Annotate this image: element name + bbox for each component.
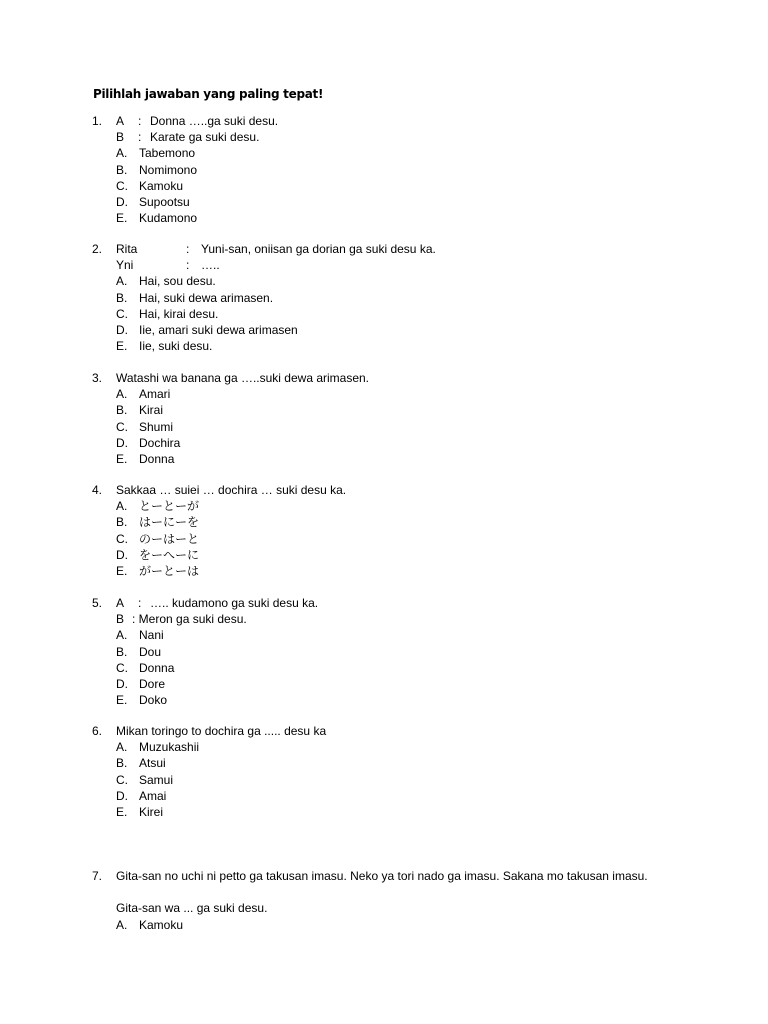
option-text: Donna xyxy=(139,660,175,675)
instruction-title: Pilihlah jawaban yang paling tepat! xyxy=(93,87,324,101)
option-text: Iie, amari suki dewa arimasen xyxy=(139,322,298,337)
option-letter: E. xyxy=(116,211,128,226)
colon: : xyxy=(138,130,142,145)
option-text: がーとーは xyxy=(139,563,200,578)
speaker: B xyxy=(116,612,125,627)
question-number: 1. xyxy=(92,114,103,128)
option-text: Kamoku xyxy=(139,917,184,932)
question-number: 2. xyxy=(92,242,103,256)
question-number: 3. xyxy=(92,371,103,385)
option-letter: B. xyxy=(116,162,128,177)
option-letter: D. xyxy=(116,547,128,562)
option-text: Kamoku xyxy=(139,178,184,193)
option-text: とーとーが xyxy=(139,499,200,514)
option-letter: B. xyxy=(116,515,128,530)
option-text: Atsui xyxy=(139,756,166,771)
option-text: Hai, suki dewa arimasen. xyxy=(139,290,274,305)
dialog-text: Karate ga suki desu. xyxy=(150,130,260,145)
option-text: Shumi xyxy=(139,419,174,434)
option-text: をーへーに xyxy=(139,547,200,562)
option-letter: C. xyxy=(116,772,128,787)
option-letter: A. xyxy=(116,628,128,643)
option-letter: E. xyxy=(116,563,128,578)
dialog-text: Donna …..ga suki desu. xyxy=(150,114,279,128)
option-letter: D. xyxy=(116,788,128,803)
option-text: Iie, suki desu. xyxy=(139,339,213,354)
speaker: B xyxy=(116,130,125,145)
dialog-text: Yuni-san, oniisan ga dorian ga suki desu ka. xyxy=(201,242,436,256)
question-number: 7. xyxy=(92,869,103,883)
option-text: Hai, sou desu. xyxy=(139,274,216,289)
option-text: Dore xyxy=(139,676,166,691)
option-text: Muzukashii xyxy=(139,740,200,755)
option-letter: D. xyxy=(116,676,128,691)
option-text: Dou xyxy=(139,644,162,659)
option-letter: D. xyxy=(116,194,128,209)
option-text: Hai, kirai desu. xyxy=(139,306,219,321)
option-letter: C. xyxy=(116,306,128,321)
option-letter: B. xyxy=(116,290,128,305)
dialog-text: ….. kudamono ga suki desu ka. xyxy=(150,596,319,610)
question-number: 6. xyxy=(92,724,103,738)
dialog-text: : Meron ga suki desu. xyxy=(132,612,247,627)
speaker: A xyxy=(116,114,125,128)
option-letter: C. xyxy=(116,419,128,434)
option-text: Kirai xyxy=(139,403,164,418)
option-text: Tabemono xyxy=(139,146,196,161)
option-letter: A. xyxy=(116,917,128,932)
option-text: Amai xyxy=(139,788,167,803)
option-letter: C. xyxy=(116,660,128,675)
option-text: Nani xyxy=(139,628,164,643)
colon: : xyxy=(138,114,142,128)
option-letter: E. xyxy=(116,451,128,466)
option-text: Donna xyxy=(139,451,175,466)
option-text: Nomimono xyxy=(139,162,198,177)
option-letter: B. xyxy=(116,644,128,659)
option-text: はーにーを xyxy=(139,515,200,530)
speaker: A xyxy=(116,596,125,610)
option-letter: D. xyxy=(116,322,128,337)
option-text: Doko xyxy=(139,693,168,708)
option-letter: A. xyxy=(116,499,128,514)
colon: : xyxy=(186,258,190,273)
dialog-text: ….. xyxy=(201,258,220,273)
speaker: Rita xyxy=(116,242,138,256)
option-text: Dochira xyxy=(139,435,181,450)
question-stem: Watashi wa banana ga …..suki dewa arimasen. xyxy=(116,371,370,385)
option-letter: A. xyxy=(116,274,128,289)
option-letter: C. xyxy=(116,178,128,193)
option-letter: C. xyxy=(116,531,128,546)
question-number: 4. xyxy=(92,483,103,497)
colon: : xyxy=(138,596,142,610)
option-letter: D. xyxy=(116,435,128,450)
question-stem-2: Gita-san wa ... ga suki desu. xyxy=(116,901,268,916)
option-text: Kirei xyxy=(139,804,164,819)
option-text: Amari xyxy=(139,387,171,402)
colon: : xyxy=(186,242,190,256)
question-stem: Sakkaa … suiei … dochira … suki desu ka. xyxy=(116,483,347,497)
option-text: Supootsu xyxy=(139,194,190,209)
question-stem: Mikan toringo to dochira ga ..... desu ka xyxy=(116,724,327,738)
option-letter: B. xyxy=(116,403,128,418)
option-text: Kudamono xyxy=(139,211,198,226)
option-letter: E. xyxy=(116,339,128,354)
option-letter: E. xyxy=(116,693,128,708)
option-letter: B. xyxy=(116,756,128,771)
option-letter: A. xyxy=(116,387,128,402)
question-number: 5. xyxy=(92,596,103,610)
option-letter: E. xyxy=(116,804,128,819)
option-text: Samui xyxy=(139,772,174,787)
option-letter: A. xyxy=(116,146,128,161)
option-text: のーはーと xyxy=(139,531,200,546)
question-stem: Gita-san no uchi ni petto ga takusan imasu. Neko ya tori nado ga imasu. Sakana mo takusan imasu. xyxy=(116,869,648,883)
option-letter: A. xyxy=(116,740,128,755)
speaker: Yni xyxy=(116,258,134,273)
